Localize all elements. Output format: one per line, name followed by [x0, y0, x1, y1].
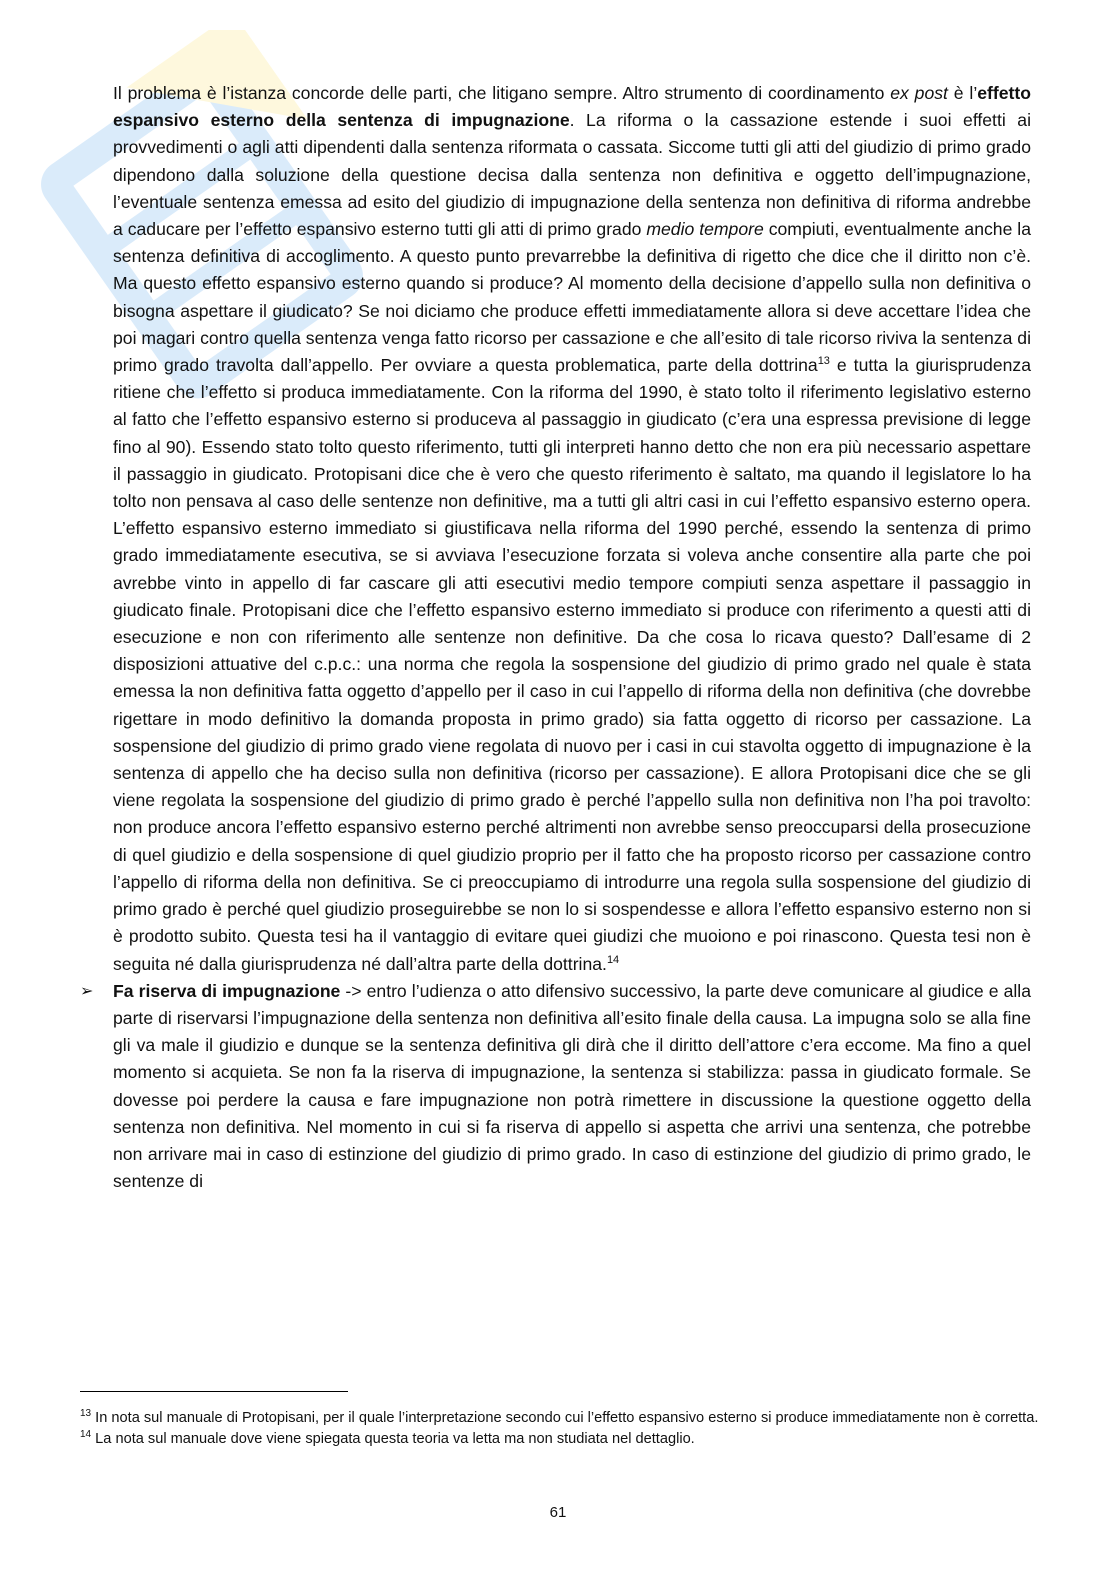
- footnote-14: $^{14}$ La nota sul manuale dove viene spiegata questa teoria va letta ma non studiata nel dettaglio.: [80, 1429, 695, 1447]
- footnotes: [80, 1408, 1040, 1450]
- footnote-separator: [80, 1391, 348, 1392]
- bullet-riserva-impugnazione: ➢ Fa riserva di impugnazione -> entro l’udienza o atto difensivo successivo, la parte deve comunicare al giudice e alla parte di riservarsi l’impugnazione della sentenza non definitiva all’esito finale della causa. La impugna solo se alla fine gli va male il giudizio e dunque se la sentenza definitiva gli dirà che il diritto dell’attore c’era eccome. Ma fino a quel momento si acquieta. Se non fa la riserva di impugnazione, la sentenza si stabilizza: passa in giudicato formale. Se dovesse poi perdere la causa e fare impugnazione non potrà rimettere in discussione la questione oggetto della sentenza non definitiva. Nel momento in cui si fa riserva di appello si aspetta che arrivi una sentenza, che potrebbe non arrivare mai in caso di estinzione del giudizio di primo grado. In caso di estinzione del giudizio di primo grado, le sentenze di: [113, 978, 1031, 1196]
- bullet-title: Fa riserva di impugnazione: [113, 980, 341, 1001]
- footnote-ref-13[interactable]: 13: [817, 355, 830, 368]
- paragraph-effetto-espansivo: Il problema è l’istanza concorde delle parti, che litigano sempre. Altro strumento di coordinamento ex post è l’effetto espansivo esterno della sentenza di impugnazione. La riforma o la cassazione estende i suoi effetti ai provvedimenti o agli atti dipendenti dalla sentenza riformata o cassata. Siccome tutti gli atti del giudizio di primo grado dipendono dalla soluzione della questione decisa dalla sentenza non definitiva e oggetto dell’impugnazione, l’eventuale sentenza emessa ad esito del giudizio di impugnazione della sentenza non definitiva di riforma andrebbe a caducare per l’effetto espansivo esterno tutti gli atti di primo grado medio tempore compiuti, eventualmente anche la sentenza definitiva di accoglimento. A questo punto prevarrebbe la definitiva di rigetto che dice che il diritto non c’è. Ma questo effetto espansivo esterno quando si produce? Al momento della decisione d’appello sulla non definitiva o bisogna aspettare il giudicato? Se noi diciamo che produce effetti immediatamente allora si deve accettare l’idea che poi magari contro quella sentenza venga fatto ricorso per cassazione e che all’esito di tale ricorso riviva la sentenza di primo grado travolta dall’appello. Per ovviare a questa problematica, parte della dottrina$^{13}$ e tutta la giurisprudenza ritiene che l’effetto si produca immediatamente. Con la riforma del 1990, è stato tolto il riferimento legislativo esterno al fatto che l’effetto espansivo esterno si produceva al passaggio in giudicato (c’era una espressa previsione di legge fino al 90). Essendo stato tolto questo riferimento, tutti gli interpreti hanno detto che non era più necessario aspettare il passaggio in giudicato. Protopisani dice che è vero che questo riferimento è saltato, ma quando il legislatore lo ha tolto non pensava al caso delle sentenze non definitive, ma a tutti gli altri casi in cui l’effetto espansivo esterno opera. L’effetto espansivo esterno immediato si giustificava nella riforma del 1990 perché, essendo la sentenza di primo grado immediatamente esecutiva, se si avviava l’esecuzione forzata si voleva anche consentire alla parte che poi avrebbe vinto in appello di far cascare gli atti esecutivi medio tempore compiuti senza aspettare il passaggio in giudicato finale. Protopisani dice che l’effetto espansivo esterno immediato si produce con riferimento a questi atti di esecuzione e non con riferimento alle sentenze non definitive. Da che cosa lo ricava questo? Dall’esame di 2 disposizioni attuative del c.p.c.: una norma che regola la sospensione del giudizio di primo grado nel quale è stata emessa la non definitiva fatta oggetto d’appello per il caso in cui l’appello di riforma della non definitiva (che dovrebbe rigettare in modo definitivo la domanda proposta in primo grado) sia fatta oggetto di ricorso per cassazione. La sospensione del giudizio di primo grado viene regolata di nuovo per i casi in cui stavolta oggetto di impugnazione è la sentenza di appello che ha deciso sulla non definitiva (ricorso per cassazione). E allora Protopisani dice che se gli viene regolata la sospensione del giudizio di primo grado è perché l’appello sulla non definitiva non l’ha poi travolto: non produce ancora l’effetto espansivo esterno perché altrimenti non avrebbe senso preoccuparsi della prosecuzione di quel giudizio e della sospensione di quel giudizio proprio per il fatto che ha proposto ricorso per cassazione contro l’appello di riforma della non definitiva. Se ci preoccupiamo di introdurre una regola sulla sospensione del giudizio di primo grado è perché quel giudizio proseguirebbe se non lo si sospendesse e allora l’effetto espansivo esterno non si è prodotto subito. Questa tesi ha il vantaggio di evitare quei giudizi che muoiono e poi rinascono. Questa tesi non è seguita né dalla giurisprudenza né dall’altra parte della dottrina.$^{14}$: [113, 83, 1031, 974]
- arrow-bullet-icon: ➢: [80, 982, 94, 1000]
- footnote-13: $^{13}$ In nota sul manuale di Protopisani, per il quale l’interpretazione secondo cui l’effetto espansivo esterno si produce immediatamente non è corretta.: [80, 1408, 1039, 1426]
- bold-term-effetto-espansivo: effetto espansivo esterno della sentenza di impugnazione: [113, 83, 1031, 131]
- body-text: [80, 80, 1032, 1195]
- page-number: 61: [549, 1504, 567, 1521]
- footnote-ref-14[interactable]: 14: [606, 953, 620, 966]
